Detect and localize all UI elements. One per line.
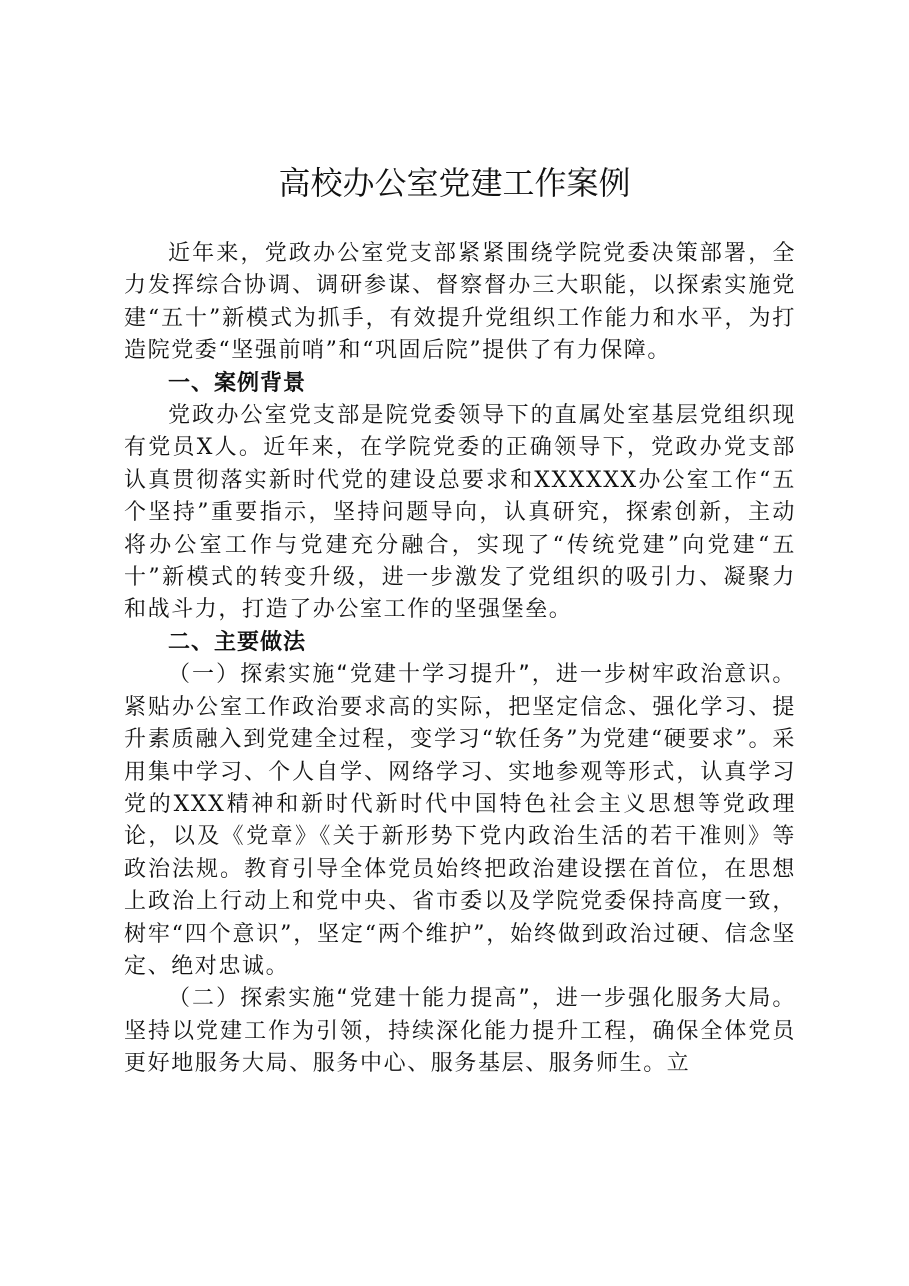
document-body <box>124 238 796 1081</box>
method-paragraph-1 <box>124 659 796 983</box>
method-1-subheading: （一）探索实施“党建十学习提升”，进一步树牢政治意识。 <box>168 662 796 688</box>
document-title: 高校办公室党建工作案例 <box>278 164 631 202</box>
method-paragraph-2 <box>124 983 796 1080</box>
section-heading-background: 一、案例背景 <box>168 370 307 396</box>
background-paragraph: 党政办公室党支部是院党委领导下的直属处室基层党组织现有党员X人。近年来，在学院党委的正确领导下，党政办党支部认真贯彻落实新时代党的建设总要求和XXXXXX办公室工作“五个坚持”重要指示，坚持问题导向，认真研究，探索创新，主动将办公室工作与党建充分融合，实现了“传统党建”向党建“五十”新模式的转变升级，进一步激发了党组织的吸引力、凝聚力和战斗力，打造了办公室工作的坚强堡垒。 <box>124 403 796 623</box>
intro-paragraph: 近年来，党政办公室党支部紧紧围绕学院党委决策部署，全力发挥综合协调、调研参谋、督察督办三大职能，以探索实施党建“五十”新模式为抓手，有效提升党组织工作能力和水平，为打造院党委“坚强前哨”和“巩固后院”提供了有力保障。 <box>124 241 796 364</box>
method-2-subheading: （二）探索实施“党建十能力提高”，进一步强化服务大局。 <box>168 986 796 1012</box>
method-1-text: 紧贴办公室工作政治要求高的实际，把坚定信念、强化学习、提升素质融入到党建全过程，变学习“软任务”为党建“硬要求”。采用集中学习、个人自学、网络学习、实地参观等形式，认真学习党的XXX精神和新时代新时代中国特色社会主义思想等党政理论，以及《党章》《关于新形势下党内政治生活的若干准则》等政治法规。教育引导全体党员始终把政治建设摆在首位，在思想上政治上行动上和党中央、省市委以及学院党委保持高度一致，树牢“四个意识”，坚定“两个维护”，始终做到政治过硬、信念坚定、绝对忠诚。 <box>124 694 796 979</box>
section-heading-methods: 二、主要做法 <box>168 629 307 655</box>
method-2-text: 坚持以党建工作为引领，持续深化能力提升工程，确保全体党员更好地服务大局、服务中心、服务基层、服务师生。立 <box>124 1018 796 1077</box>
